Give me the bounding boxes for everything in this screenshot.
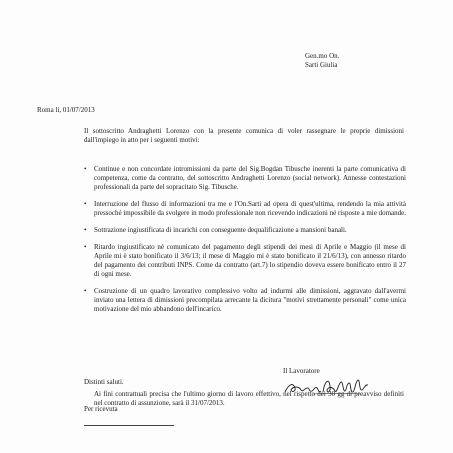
list-item bbox=[84, 165, 406, 192]
list-item bbox=[84, 200, 406, 218]
list-item bbox=[84, 287, 406, 314]
signer-label: Il Lavoratore bbox=[283, 367, 320, 375]
recipient-block bbox=[305, 52, 339, 70]
list-item bbox=[84, 226, 406, 235]
bullet-icon: • bbox=[84, 200, 87, 208]
date-line: Roma li, 01/07/2013 bbox=[37, 106, 95, 114]
bullet-icon: • bbox=[84, 287, 87, 295]
intro-paragraph: Il sottoscritto Andraghetti Lorenzo con la presente comunica di voler rassegnare le proprie dimissioni dall'impiego in atto per i seguenti motivi: bbox=[84, 127, 404, 144]
reason-text: Interruzione del flusso di informazioni tra me e l'On.Sarti ad opera di quest'ultima, rendendo la mia attività pressoché impossibile da svolgere in modo professionale non ricevendo indicazioni né risposte a mie domande. bbox=[94, 200, 407, 217]
recipient-salutation: Gen.mo On. bbox=[305, 52, 340, 60]
reasons-list bbox=[84, 165, 406, 322]
bullet-icon: • bbox=[84, 226, 87, 234]
greeting: Distinti saluti. bbox=[84, 378, 124, 386]
reason-text: Continue e non concordate intromissioni da parte del Sig.Bogdan Tibusche inerenti la parte comunicativa di competenza, come da contratto, del sottoscritto Andraghetti Lorenzo (social network). Annesse contestazioni professionali da parte del sopracitato Sig. Tibusche. bbox=[94, 165, 406, 191]
reason-text: Ritardo ingiustificato né comunicato del pagamento degli stipendi dei mesi di Aprile e Maggio (il mese di Aprile mi è stato bonificato il 3/6/13; il mese di Maggio mi è stato bonificato il 21/6/13), con annesso ritardo del pagamento dei contributi INPS. Come da contratto (art.7) lo stipendio doveva essere bonificato entro il 27 di ogni mese. bbox=[94, 243, 406, 278]
handwritten-signature bbox=[283, 372, 373, 398]
reason-text: Costruzione di un quadro lavorativo complessivo volto ad indurmi alle dimissioni, aggravato dall'avermi inviato una lettera di dimissioni precompilata arrecante la dicitura "motivi strettamente personali" come unica motivazione del mio abbandono dell'incarico. bbox=[94, 287, 406, 313]
bullet-icon: • bbox=[84, 243, 87, 251]
bullet-icon: • bbox=[84, 165, 87, 173]
receipt-label: Per ricevuta bbox=[84, 405, 118, 413]
recipient-name: Sarti Giulia bbox=[305, 61, 338, 69]
reason-text: Sottrazione ingiustificata di incarichi con conseguente dequalificazione a mansioni banali. bbox=[94, 226, 347, 234]
list-item bbox=[84, 243, 406, 279]
closing-paragraph: Ai fini contrattuali precisa che l'ultimo giorno di lavoro effettivo, nel rispetto dei 30 gg di preavviso definiti nel contratto di assunzione, sarà il 31/07/2013. bbox=[94, 390, 404, 407]
receipt-signature-line bbox=[84, 425, 174, 426]
